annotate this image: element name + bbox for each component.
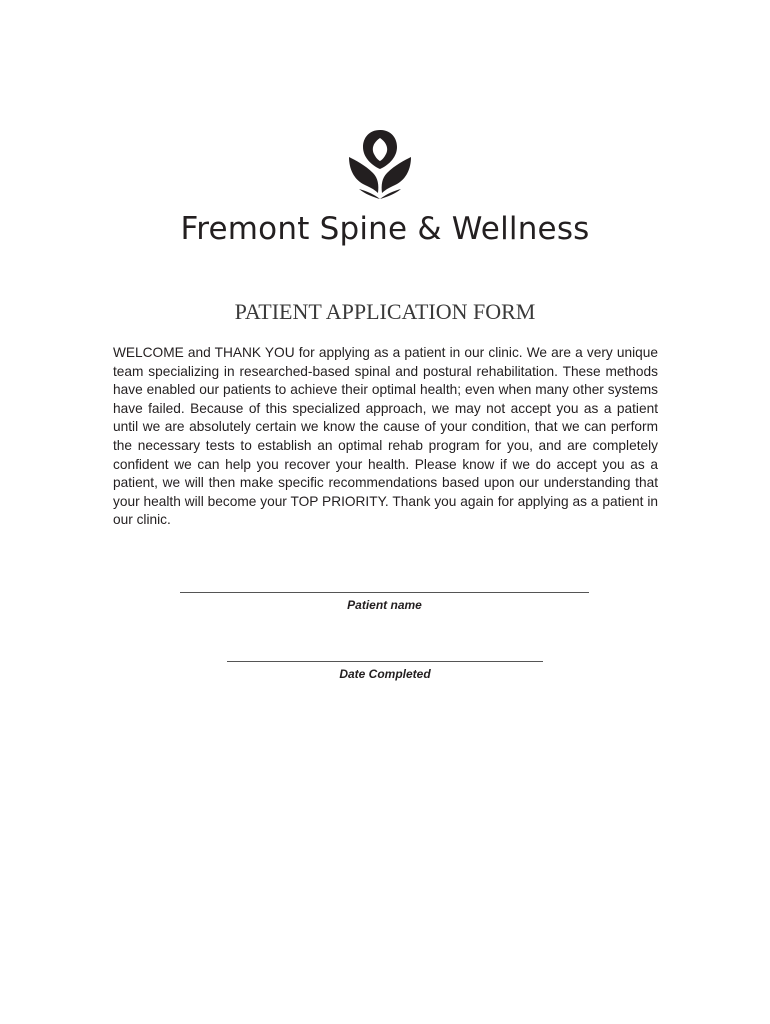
patient-name-signature-line[interactable] xyxy=(180,592,589,593)
date-completed-signature-line[interactable] xyxy=(227,661,543,662)
lotus-figure-logo-icon xyxy=(347,127,413,199)
clinic-name: Fremont Spine & Wellness xyxy=(180,211,590,247)
form-title: PATIENT APPLICATION FORM xyxy=(234,299,536,324)
date-completed-label: Date Completed xyxy=(339,667,431,681)
welcome-paragraph: WELCOME and THANK YOU for applying as a patient in our clinic. We are a very unique team specializing in researched-based spinal and postural rehabilitation. These methods have enabled our patients to achieve their optimal health; even when many other systems have failed. Because of this specialized approach, we may not accept you as a patient until we are absolutely certain we know the cause of your condition, that we can perform the necessary tests to establish an optimal rehab program for you, and are completely confident we can help you recover your health. Please know if we do accept you as a patient, we will then make specific recommendations based upon our understanding that your health will become your TOP PRIORITY. Thank you again for applying as a patient in our clinic. xyxy=(113,345,658,528)
patient-name-label: Patient name xyxy=(347,598,422,612)
